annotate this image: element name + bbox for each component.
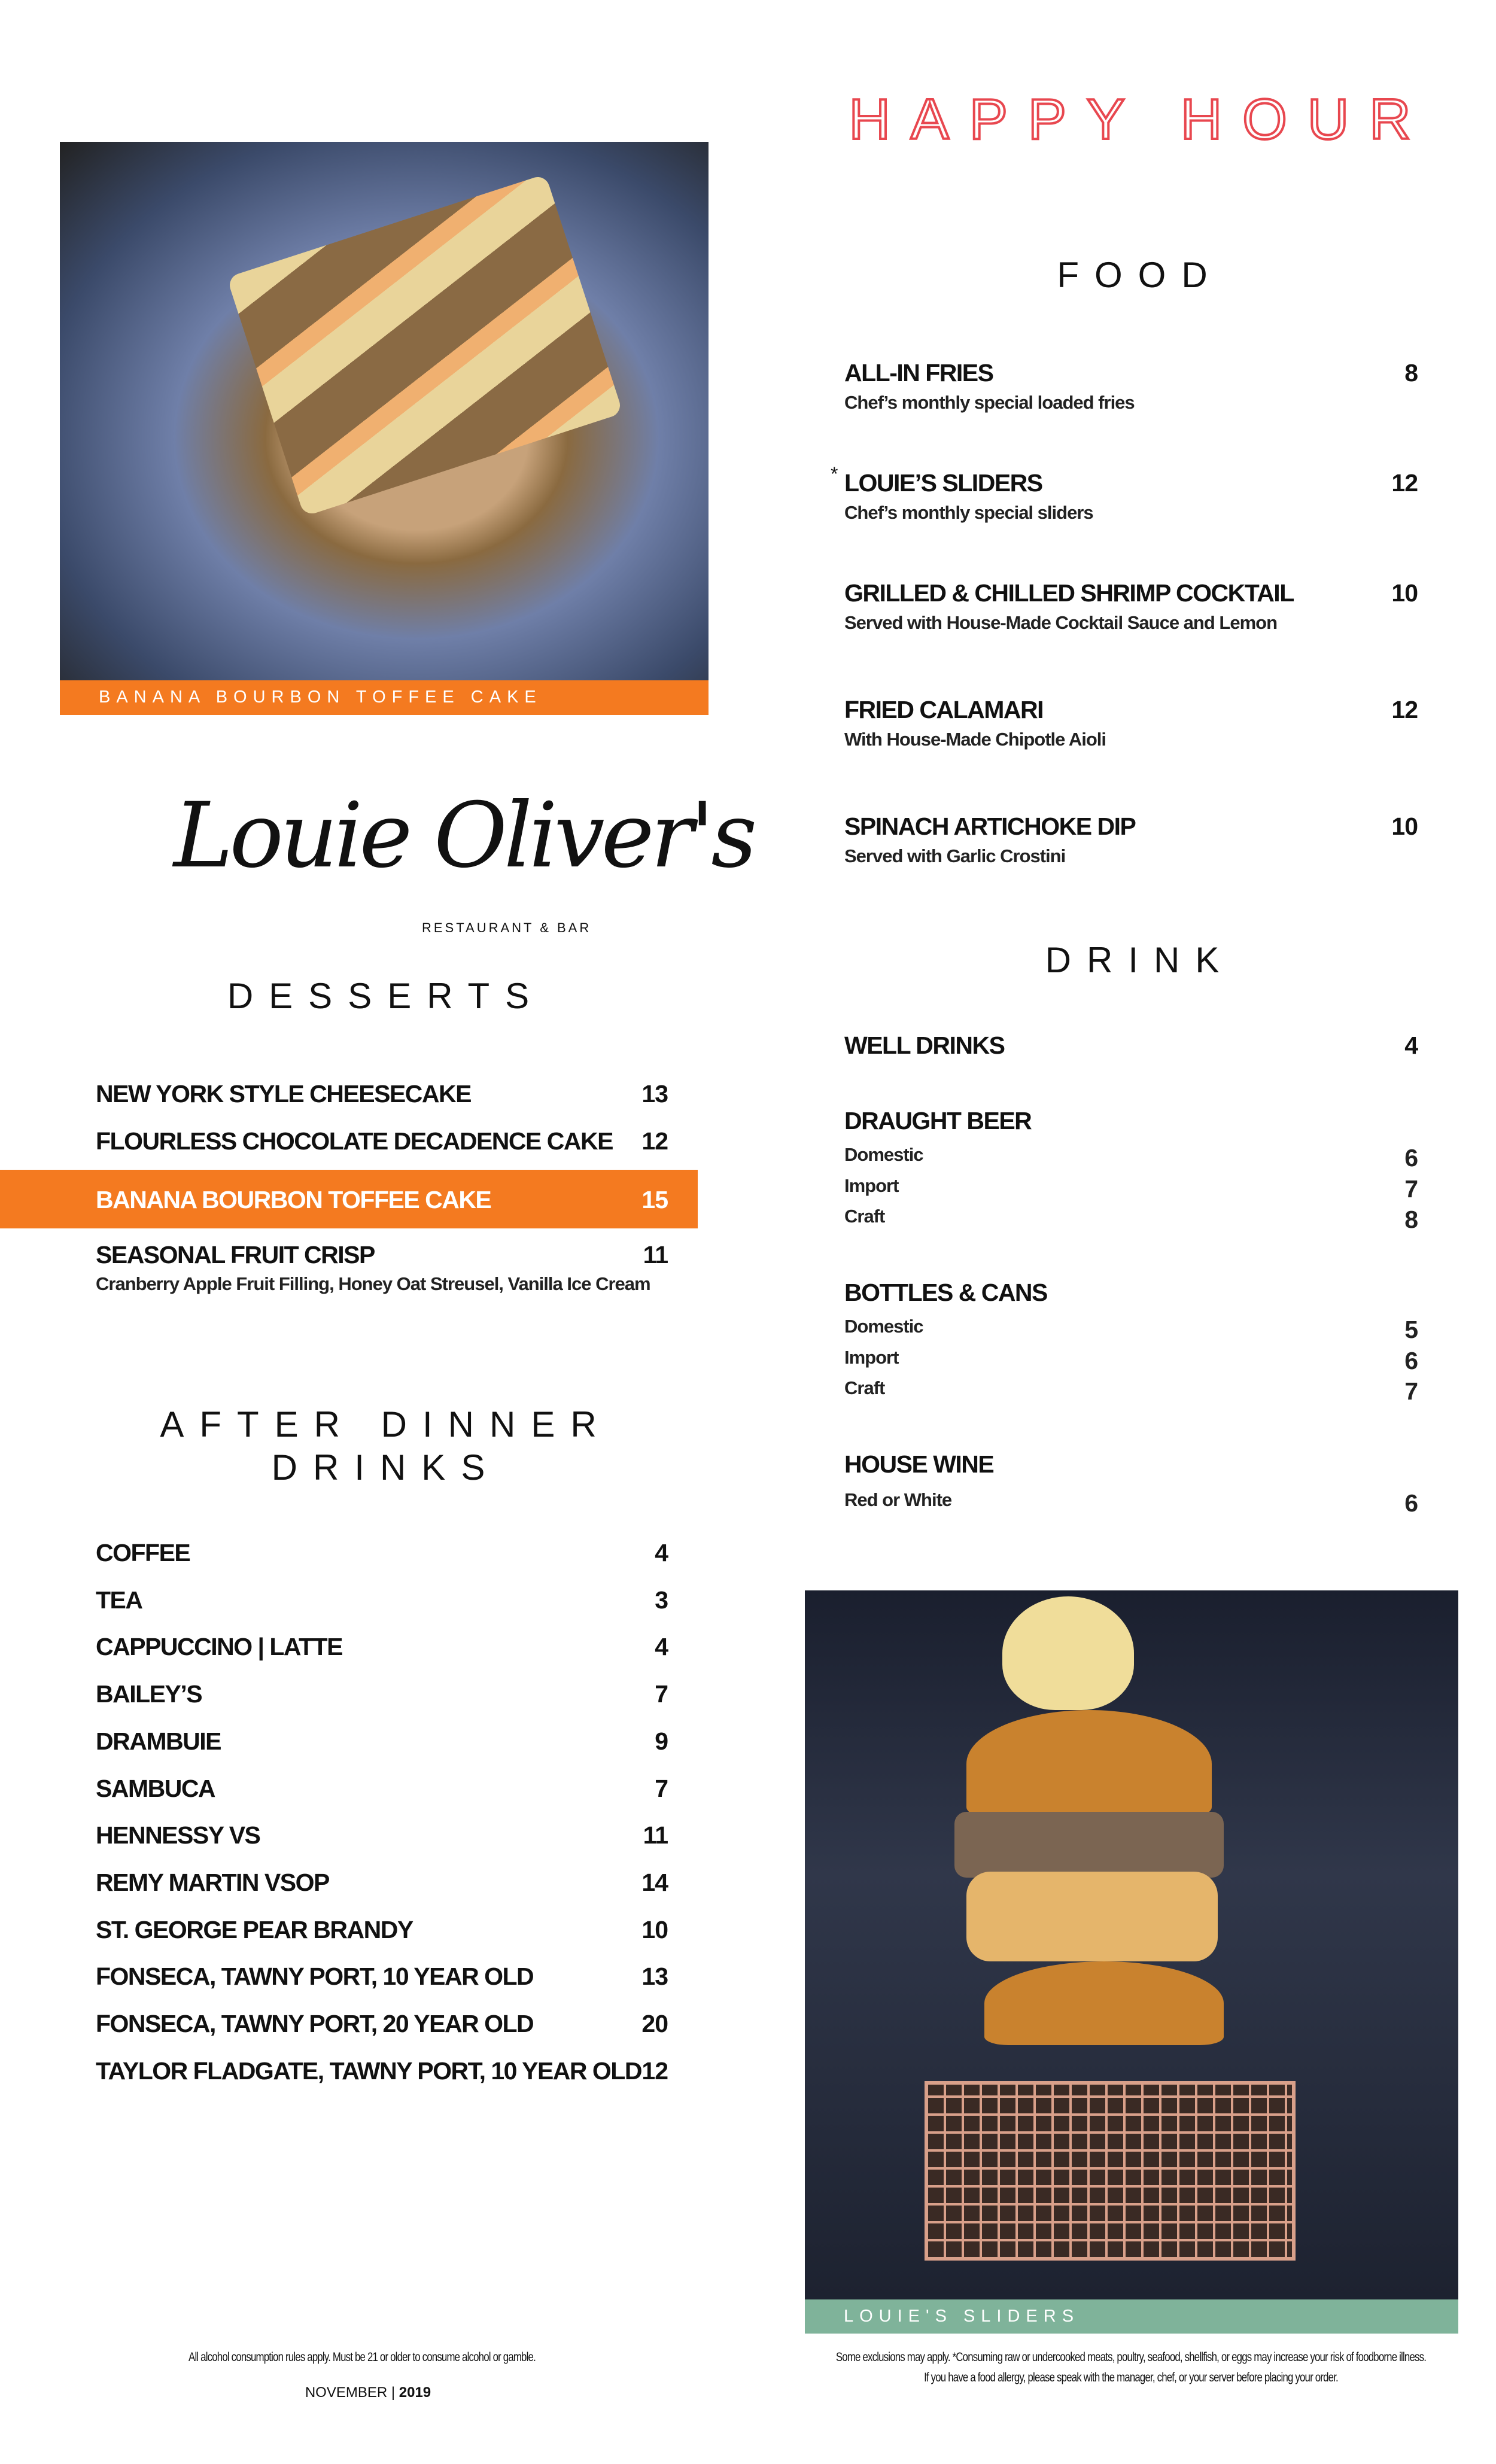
item-price: 6 — [1404, 1489, 1418, 1517]
food-description: With House-Made Chipotle Aioli — [844, 729, 1106, 750]
bottles-option: Import — [844, 1347, 899, 1368]
drink-name: DRAUGHT BEER — [844, 1107, 1032, 1134]
top-filling — [954, 1812, 1224, 1878]
dessert-name: SEASONAL FRUIT CRISP — [96, 1241, 375, 1268]
after-dinner-title — [0, 1403, 772, 1489]
drink-name: BAILEY’S — [96, 1680, 202, 1708]
item-price: 10 — [1391, 813, 1418, 840]
item-price: 7 — [1404, 1175, 1418, 1203]
item-price: 4 — [655, 1539, 668, 1566]
draught-option: Craft — [844, 1206, 885, 1227]
footer-alcohol-note: All alcohol consumption rules apply. Must be 21 or older to consume alcohol or gamble. — [188, 2350, 536, 2364]
item-price: 12 — [1391, 696, 1418, 723]
desserts-title: DESSERTS — [227, 976, 545, 1016]
footer-month: NOVEMBER — [305, 2384, 388, 2401]
item-price: 13 — [641, 1963, 668, 1991]
drink-name: COFFEE — [96, 1539, 190, 1566]
food-name: FRIED CALAMARI — [844, 696, 1044, 723]
item-price: 20 — [641, 2010, 668, 2037]
item-price: 12 — [641, 2057, 668, 2085]
drink-name: SAMBUCA — [96, 1774, 215, 1802]
item-price: 11 — [643, 1821, 668, 1849]
item-price: 4 — [655, 1633, 668, 1661]
item-price: 10 — [641, 1915, 668, 1943]
item-price: 8 — [1404, 1206, 1418, 1233]
drink-name: BOTTLES & CANS — [844, 1279, 1047, 1306]
footer-disclaimer-2: If you have a food allergy, please speak with the manager, chef, or your server before placing your order. — [924, 2371, 1338, 2384]
food-name: GRILLED & CHILLED SHRIMP COCKTAIL — [844, 579, 1294, 607]
logo-subtitle: RESTAURANT & BAR — [422, 920, 592, 935]
item-price: 10 — [1391, 579, 1418, 607]
food-description: Served with House-Made Cocktail Sauce and Lemon — [844, 612, 1278, 633]
cake-caption: BANANA BOURBON TOFFEE CAKE — [60, 680, 709, 715]
chip — [1002, 1596, 1134, 1710]
dessert-name: BANANA BOURBON TOFFEE CAKE — [96, 1186, 491, 1213]
happy-hour-title: HAPPY HOUR — [849, 87, 1431, 151]
drink-name: HENNESSY VS — [96, 1821, 260, 1849]
food-name: ALL-IN FRIES — [844, 359, 993, 387]
item-price: 7 — [1404, 1377, 1418, 1405]
item-price: 13 — [641, 1080, 668, 1108]
draught-option: Import — [844, 1175, 899, 1196]
wine-option: Red or White — [844, 1489, 952, 1510]
sliders-photo — [805, 1590, 1458, 2299]
top-bun — [966, 1710, 1212, 1818]
footer-date: NOVEMBER | 2019 — [305, 2384, 431, 2401]
footer-disclaimer-1: Some exclusions may apply. *Consuming raw or undercooked meats, poultry, seafood, shellfish, or eggs may increase your risk of foodborne illness. — [835, 2350, 1427, 2364]
drink-name: FONSECA, TAWNY PORT, 20 YEAR OLD — [96, 2010, 534, 2037]
drink-name: CAPPUCCINO | LATTE — [96, 1633, 342, 1661]
item-price: 12 — [641, 1127, 668, 1155]
drink-title: DRINK — [1045, 940, 1235, 980]
drink-name: TEA — [96, 1586, 142, 1614]
drink-name: FONSECA, TAWNY PORT, 10 YEAR OLD — [96, 1963, 534, 1991]
drink-name: WELL DRINKS — [844, 1032, 1005, 1059]
item-price: 3 — [655, 1586, 668, 1614]
item-price: 15 — [641, 1186, 668, 1213]
after-dinner-title-line1: AFTER DINNER — [160, 1404, 612, 1444]
drink-name: REMY MARTIN VSOP — [96, 1868, 329, 1896]
fry-basket — [925, 2081, 1296, 2261]
drink-name: DRAMBUIE — [96, 1727, 221, 1755]
draught-option: Domestic — [844, 1144, 923, 1165]
dessert-name: NEW YORK STYLE CHEESECAKE — [96, 1080, 471, 1108]
bottles-option: Craft — [844, 1377, 885, 1398]
item-price: 8 — [1404, 359, 1418, 387]
cake-slice — [227, 174, 623, 516]
bottom-bun — [984, 1961, 1224, 2045]
item-price: 6 — [1404, 1347, 1418, 1374]
item-price: 5 — [1404, 1316, 1418, 1343]
drink-name: TAYLOR FLADGATE, TAWNY PORT, 10 YEAR OLD — [96, 2057, 641, 2085]
food-description: Served with Garlic Crostini — [844, 845, 1066, 866]
cake-photo — [60, 142, 709, 680]
item-price: 7 — [655, 1774, 668, 1802]
dessert-description: Cranberry Apple Fruit Filling, Honey Oat Streusel, Vanilla Ice Cream — [96, 1273, 650, 1294]
food-description: Chef’s monthly special sliders — [844, 502, 1093, 523]
food-name: LOUIE’S SLIDERS — [844, 469, 1042, 497]
item-price: 9 — [655, 1727, 668, 1755]
item-price: 6 — [1404, 1144, 1418, 1172]
item-price: 4 — [1404, 1032, 1418, 1059]
food-title: FOOD — [1057, 255, 1223, 295]
item-price: 7 — [655, 1680, 668, 1708]
drink-name: ST. GEORGE PEAR BRANDY — [96, 1915, 413, 1943]
bottles-option: Domestic — [844, 1316, 923, 1337]
item-price: 11 — [643, 1241, 668, 1268]
asterisk-mark: * — [831, 463, 838, 485]
logo-script: Louie Oliver's — [174, 784, 754, 888]
food-description: Chef’s monthly special loaded fries — [844, 392, 1135, 413]
sliders-caption: LOUIE'S SLIDERS — [805, 2299, 1458, 2334]
footer-year: 2019 — [399, 2384, 431, 2401]
food-name: SPINACH ARTICHOKE DIP — [844, 813, 1136, 840]
item-price: 14 — [641, 1868, 668, 1896]
item-price: 12 — [1391, 469, 1418, 497]
dessert-name: FLOURLESS CHOCOLATE DECADENCE CAKE — [96, 1127, 613, 1155]
middle-bun — [966, 1872, 1218, 1961]
logo — [174, 772, 754, 969]
drink-name: HOUSE WINE — [844, 1450, 994, 1478]
after-dinner-title-line2: DRINKS — [271, 1447, 501, 1487]
